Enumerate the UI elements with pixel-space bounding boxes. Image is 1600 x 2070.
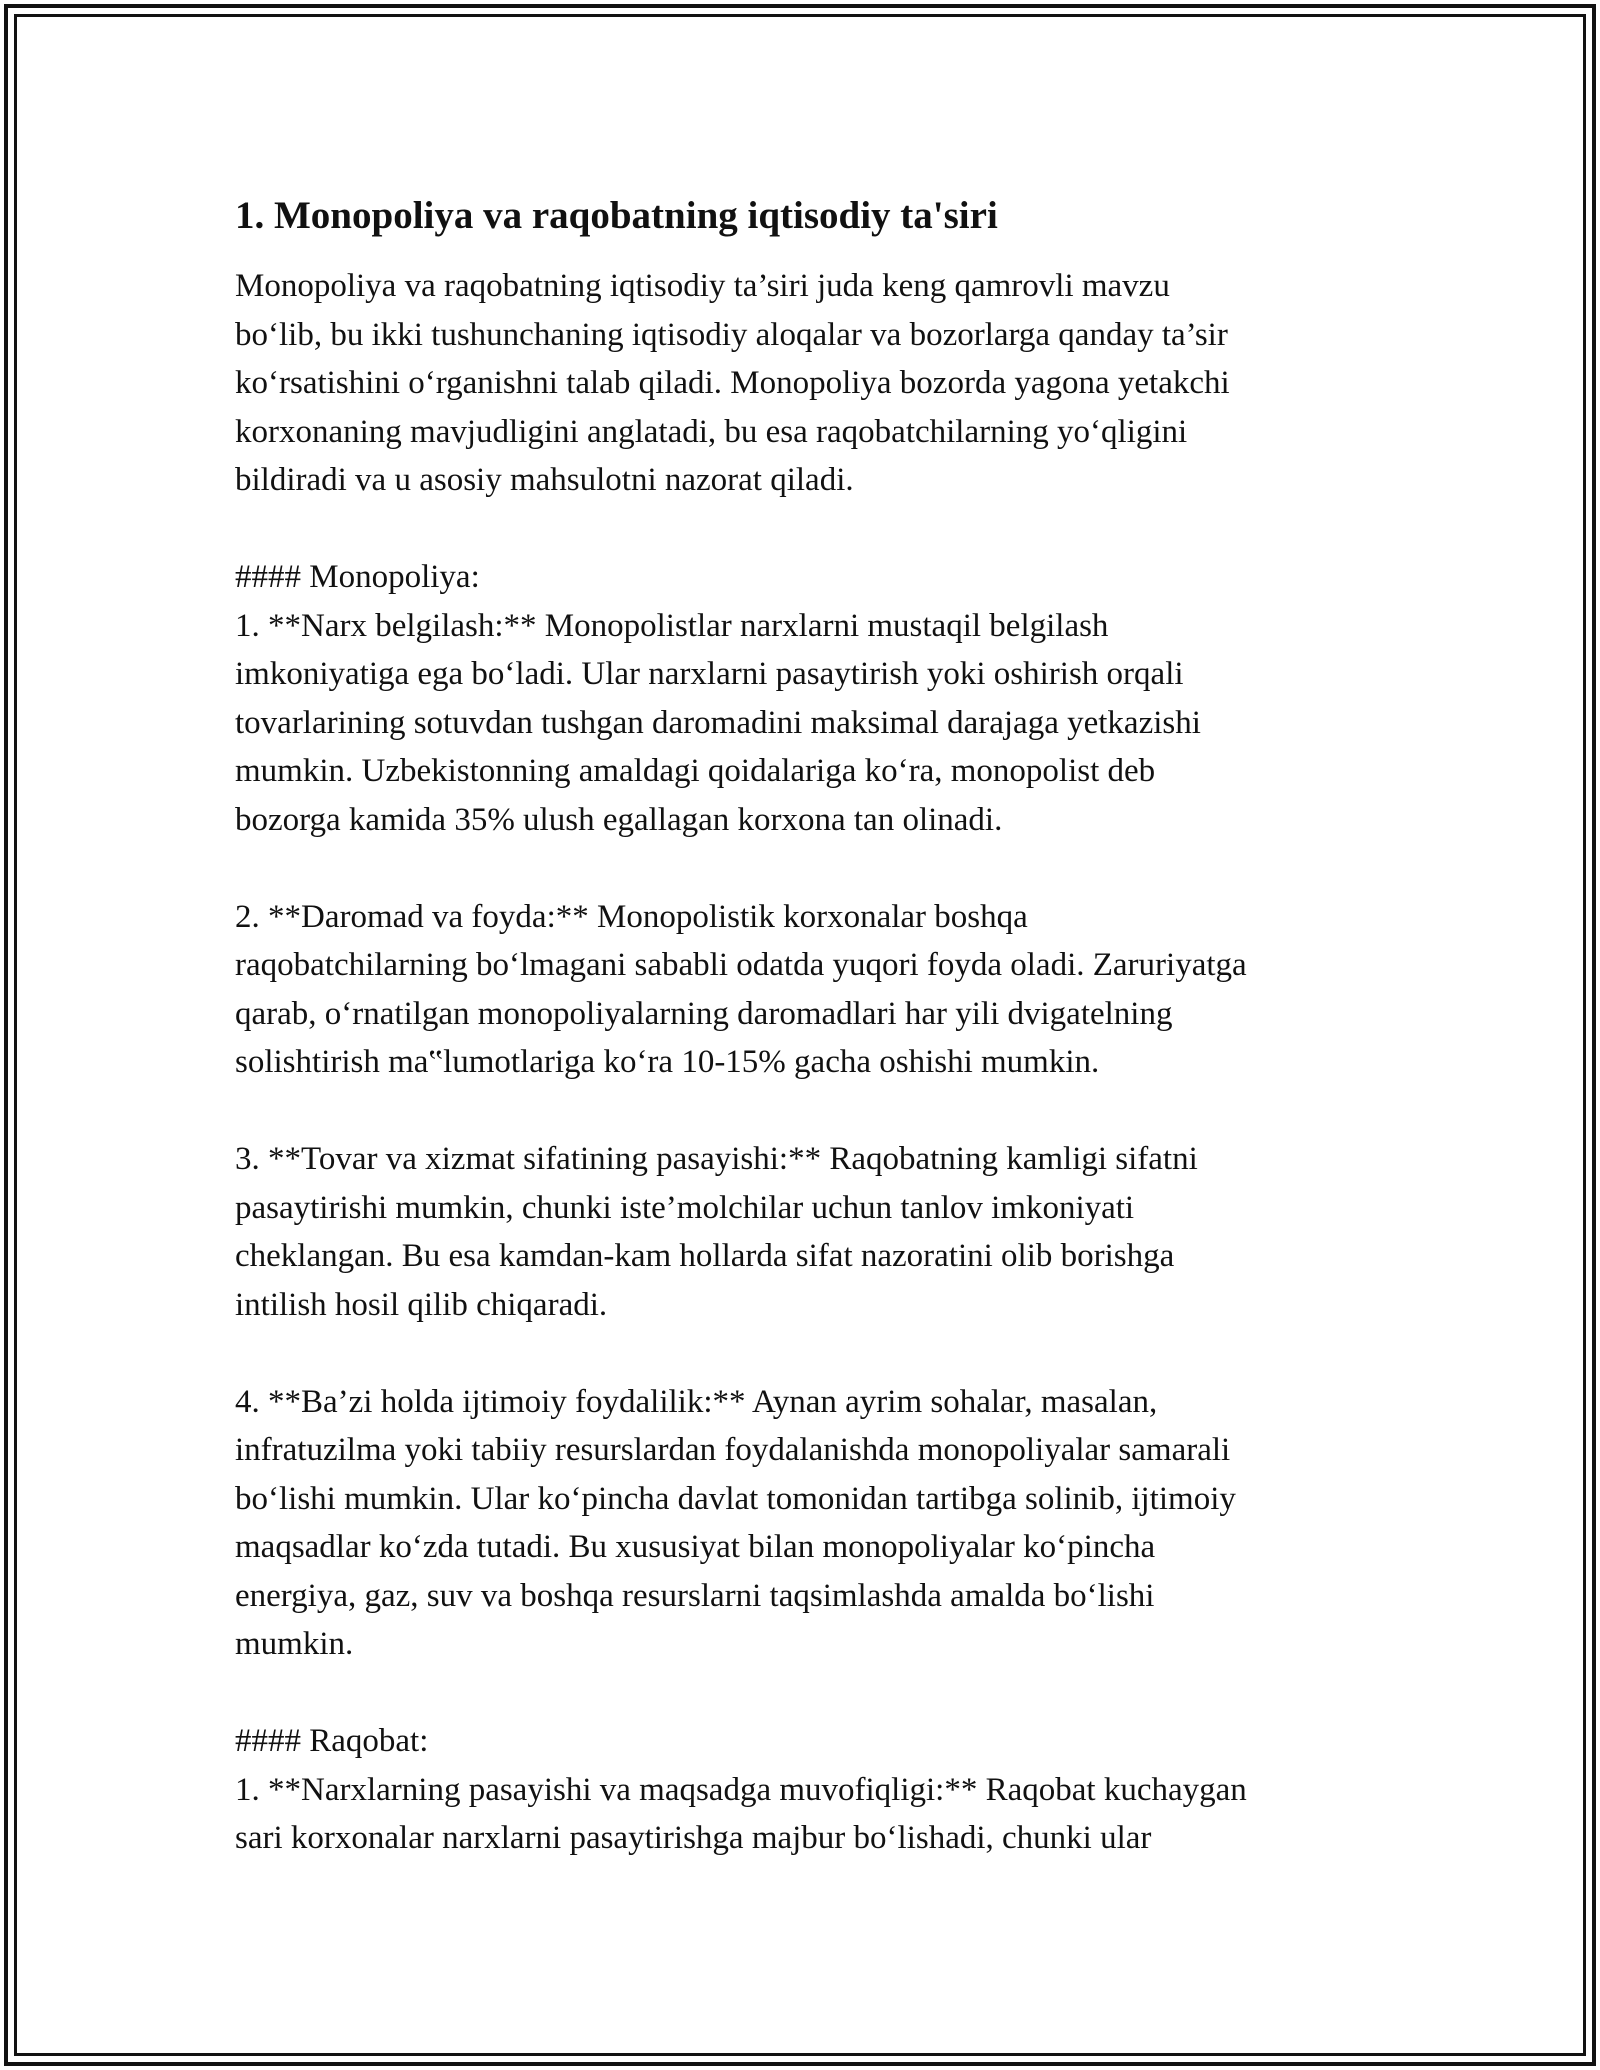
raqobat-section-point-1 — [235, 1717, 1370, 1863]
text-line: 1. **Narxlarning pasayishi va maqsadga muvofiqligi:** Raqobat kuchaygan — [235, 1771, 1247, 1808]
text-line: tovarlarining sotuvdan tushgan daromadini maksimal darajaga yetkazishi — [235, 704, 1201, 741]
text-line: energiya, gaz, suv va boshqa resurslarni taqsimlashda amalda bo‘lishi — [235, 1577, 1155, 1614]
text-line: cheklangan. Bu esa kamdan-kam hollarda sifat nazoratini olib borishga — [235, 1238, 1175, 1274]
text-line: bo‘lib, bu ikki tushunchaning iqtisodiy aloqalar va bozorlarga qanday ta’sir — [235, 316, 1228, 353]
text-line: maqsadlar ko‘zda tutadi. Bu xususiyat bilan monopoliyalar ko‘pincha — [235, 1529, 1156, 1565]
document-body — [235, 188, 1370, 1911]
text-line: pasaytirishi mumkin, chunki iste’molchilar uchun tanlov imkoniyati — [235, 1189, 1135, 1226]
text-line: mumkin. — [235, 1626, 354, 1662]
text-line: qarab, o‘rnatilgan monopoliyalarning daromadlari har yili dvigatelning — [235, 995, 1173, 1032]
text-line: bildiradi va u asosiy mahsulotni nazorat qiladi. — [235, 462, 854, 498]
text-line: infratuzilma yoki tabiiy resurslardan foydalanishda monopoliyalar samarali — [235, 1432, 1231, 1468]
monopoliya-section-point-1 — [235, 553, 1370, 844]
text-line: imkoniyatiga ega bo‘ladi. Ular narxlarni pasaytirish yoki oshirish orqali — [235, 656, 1184, 692]
document-title: 1. Monopoliya va raqobatning iqtisodiy ta'siri — [235, 194, 998, 237]
section-heading-monopoliya: #### Monopoliya: — [235, 559, 480, 595]
text-line: solishtirish ma‟lumotlariga ko‘ra 10-15% gacha oshishi mumkin. — [235, 1044, 1100, 1080]
text-line: 1. **Narx belgilash:** Monopolistlar narxlarni mustaqil belgilash — [235, 607, 1109, 644]
text-line: 4. **Ba’zi holda ijtimoiy foydalilik:** Aynan ayrim sohalar, masalan, — [235, 1383, 1158, 1420]
monopoliya-point-2 — [235, 893, 1370, 1087]
text-line: sari korxonalar narxlarni pasaytirishga majbur bo‘lishadi, chunki ular — [235, 1820, 1152, 1856]
monopoliya-point-3 — [235, 1135, 1370, 1329]
text-line: ko‘rsatishini o‘rganishni talab qiladi. Monopoliya bozorda yagona yetakchi — [235, 365, 1230, 401]
text-line: raqobatchilarning bo‘lmagani sababli odatda yuqori foyda oladi. Zaruriyatga — [235, 947, 1247, 983]
text-line: intilish hosil qilib chiqaradi. — [235, 1286, 608, 1323]
intro-paragraph — [235, 262, 1370, 505]
text-line: bozorga kamida 35% ulush egallagan korxona tan olinadi. — [235, 801, 1003, 838]
monopoliya-point-4 — [235, 1378, 1370, 1669]
text-line: Monopoliya va raqobatning iqtisodiy ta’siri juda keng qamrovli mavzu — [235, 268, 1170, 304]
text-line: korxonaning mavjudligini anglatadi, bu esa raqobatchilarning yo‘qligini — [235, 413, 1188, 450]
text-line: 2. **Daromad va foyda:** Monopolistik korxonalar boshqa — [235, 898, 1028, 935]
text-line: mumkin. Uzbekistonning amaldagi qoidalariga ko‘ra, monopolist deb — [235, 753, 1156, 789]
text-line: bo‘lishi mumkin. Ular ko‘pincha davlat tomonidan tartibga solinib, ijtimoiy — [235, 1480, 1236, 1517]
section-heading-raqobat: #### Raqobat: — [235, 1723, 429, 1759]
text-line: 3. **Tovar va xizmat sifatining pasayishi:** Raqobatning kamligi sifatni — [235, 1141, 1198, 1177]
